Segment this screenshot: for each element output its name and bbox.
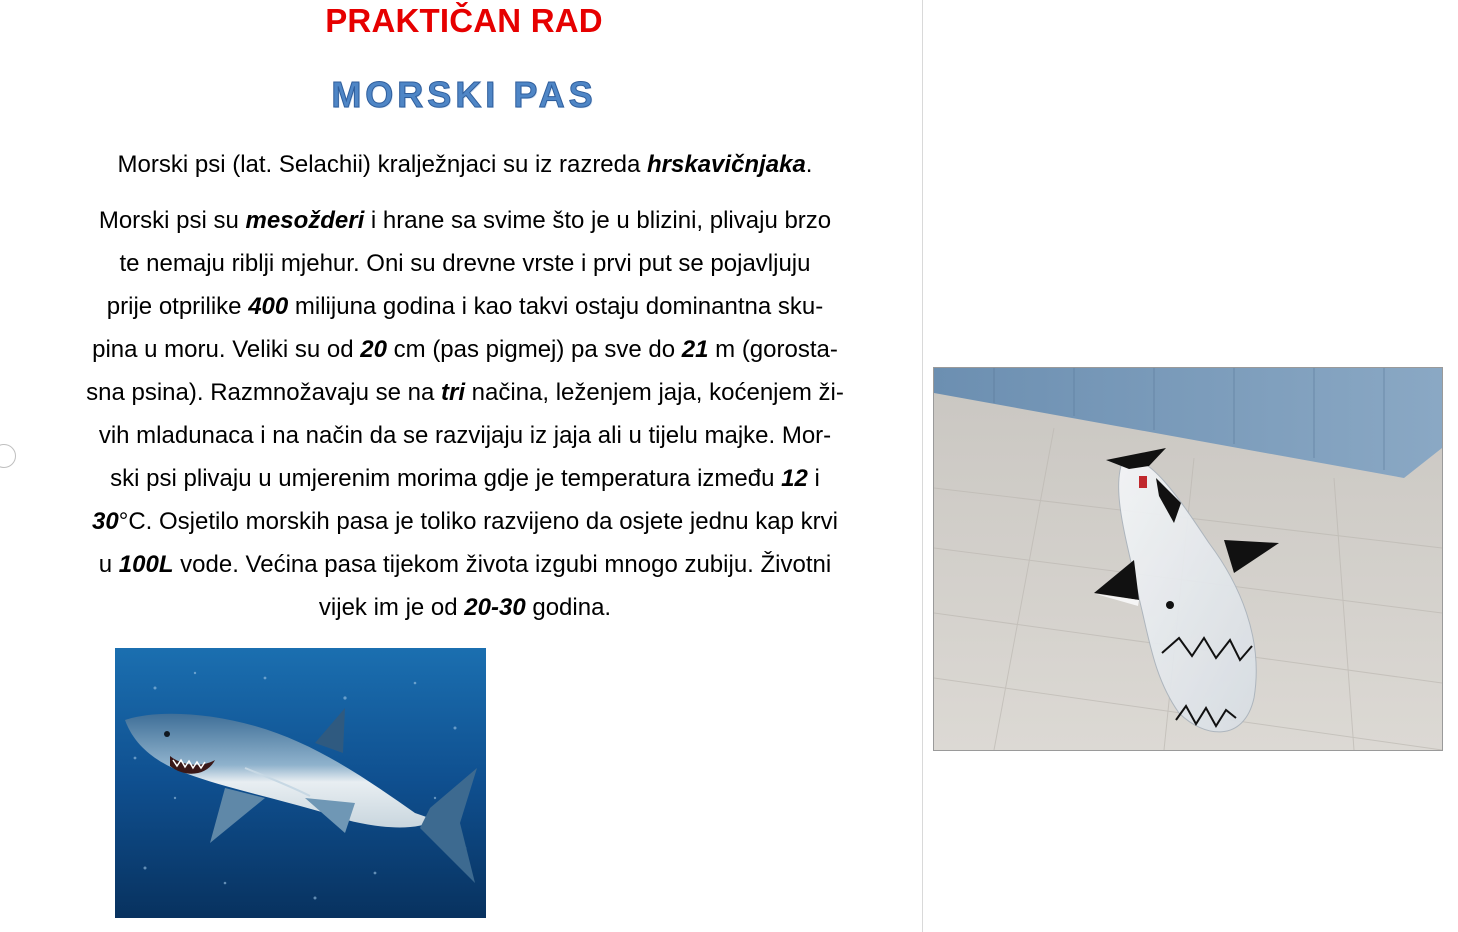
- text-run: vih mladunaca i na način da se razvijaju iz jaja ali u tijelu majke. Mor-: [98, 422, 832, 449]
- paragraph-line: [40, 414, 890, 457]
- intro-paragraph: [40, 143, 890, 186]
- document-heading: PRAKTIČAN RAD: [325, 2, 603, 39]
- text-run: Morski psi su: [98, 207, 246, 234]
- text-run: godina.: [525, 594, 612, 621]
- text-run: sna psina). Razmnožavaju se na: [86, 379, 441, 406]
- craft-shark-photo-svg: [934, 368, 1442, 750]
- paragraph-line: [40, 199, 890, 242]
- emphasis-text: 20: [360, 336, 387, 363]
- emphasis-text: 12: [781, 465, 808, 492]
- text-run: .: [805, 151, 813, 178]
- text-run: m (gorosta-: [708, 336, 838, 363]
- text-run: načina, leženjem jaja, koćenjem ži-: [465, 379, 844, 406]
- text-run: te nemaju riblji mjehur. Oni su drevne vrste i prvi put se pojavljuju: [119, 250, 811, 277]
- text-run: Morski psi (lat. Selachii) kralježnjaci su iz razreda: [117, 151, 648, 178]
- paragraph-line: [40, 285, 890, 328]
- intro-line: [40, 143, 890, 186]
- emphasis-text: mesožderi: [245, 207, 365, 234]
- shark-photo: [115, 648, 486, 918]
- paragraph-line: [40, 328, 890, 371]
- margin-marker-icon: [0, 444, 16, 468]
- paragraph-line: [40, 500, 890, 543]
- emphasis-text: 400: [248, 293, 289, 320]
- emphasis-text: 100L: [118, 551, 174, 578]
- paragraph-line: [40, 586, 890, 629]
- shark-photo-svg: [115, 648, 486, 918]
- text-run: °C. Osjetilo morskih pasa je toliko razvijeno da osjete jednu kap krvi: [118, 508, 838, 535]
- paragraph-line: [40, 242, 890, 285]
- paragraph-line: [40, 371, 890, 414]
- emphasis-text: tri: [441, 379, 465, 406]
- document-subheading: MORSKI PAS: [331, 74, 597, 115]
- emphasis-text: 21: [681, 336, 709, 363]
- text-run: cm (pas pigmej) pa sve do: [386, 336, 682, 363]
- text-run: i hrane sa svime što je u blizini, plivaju brzo: [364, 207, 832, 234]
- text-run: milijuna godina i kao takvi ostaju dominantna sku-: [288, 293, 824, 320]
- emphasis-text: 20-30: [464, 594, 526, 621]
- text-run: u: [98, 551, 119, 578]
- text-run: vode. Većina pasa tijekom života izgubi mnogo zubiju. Životni: [173, 551, 832, 578]
- craft-shark-photo: [933, 367, 1443, 751]
- text-run: ski psi plivaju u umjerenim morima gdje je temperatura između: [110, 465, 782, 492]
- text-run: vijek im je od: [318, 594, 465, 621]
- body-paragraph: [40, 199, 890, 629]
- text-run: i: [807, 465, 820, 492]
- paragraph-line: [40, 457, 890, 500]
- text-run: pina u moru. Veliki su od: [92, 336, 361, 363]
- emphasis-text: hrskavičnjaka: [647, 151, 806, 178]
- emphasis-text: 30: [92, 508, 119, 535]
- paragraph-line: [40, 543, 890, 586]
- text-run: prije otprilike: [106, 293, 249, 320]
